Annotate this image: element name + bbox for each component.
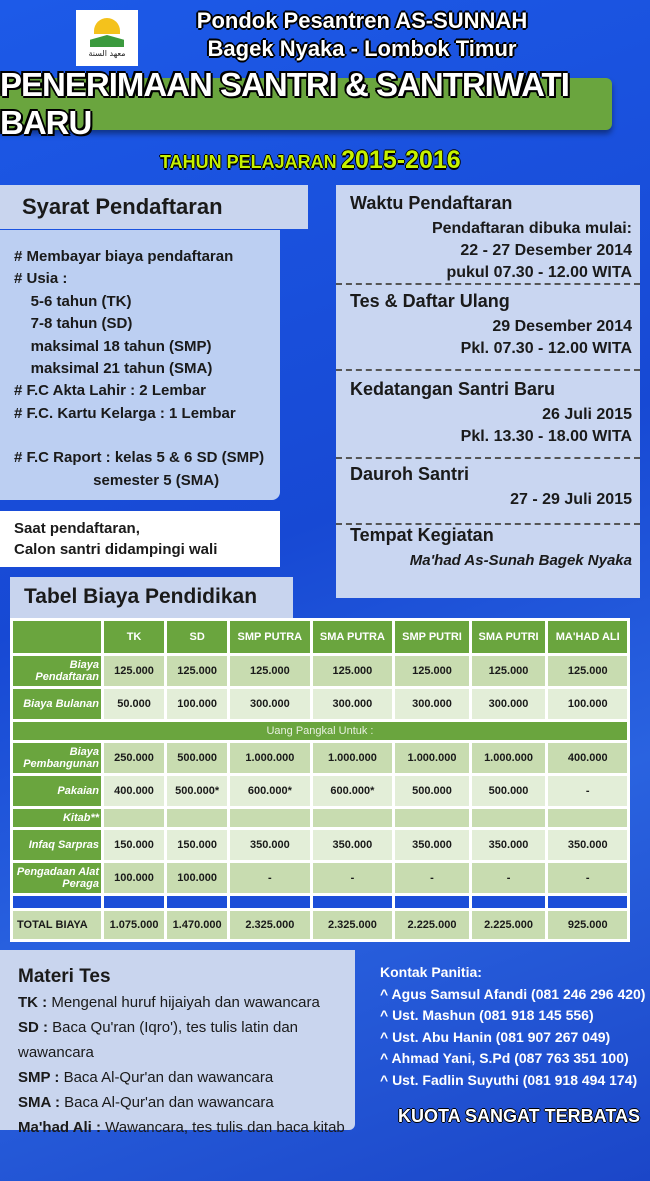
spacer-cell bbox=[313, 896, 393, 908]
table-row bbox=[13, 689, 627, 719]
syarat-heading: Syarat Pendaftaran bbox=[0, 185, 308, 229]
schedule-panel bbox=[336, 185, 640, 598]
spacer-cell bbox=[104, 896, 164, 908]
title-banner bbox=[0, 66, 612, 141]
schedule-line: pukul 07.30 - 12.00 WITA bbox=[446, 264, 632, 281]
school-name: Pondok Pesantren AS-SUNNAH bbox=[196, 8, 528, 33]
table-title: Tabel Biaya Pendidikan bbox=[10, 577, 293, 619]
schedule-section bbox=[336, 285, 640, 360]
schedule-line: Pkl. 07.30 - 12.00 WITA bbox=[460, 340, 632, 357]
schedule-line: Pkl. 13.30 - 18.00 WITA bbox=[460, 428, 632, 445]
requirements-list bbox=[0, 230, 280, 500]
cell-value bbox=[395, 809, 468, 827]
cell-value: - bbox=[313, 863, 393, 893]
table-row bbox=[13, 776, 627, 806]
materi-tes-box bbox=[0, 950, 355, 1136]
materi-desc: Baca Al-Qur'an dan wawancara bbox=[59, 1069, 274, 1086]
contact-title: Kontak Panitia: bbox=[380, 964, 482, 980]
materi-item bbox=[18, 990, 355, 1015]
cell-value: - bbox=[395, 863, 468, 893]
cell-value bbox=[230, 809, 309, 827]
subheader-row bbox=[13, 722, 627, 740]
total-value: 1.075.000 bbox=[104, 911, 164, 939]
materi-item bbox=[18, 1065, 355, 1090]
schedule-section bbox=[336, 525, 640, 572]
section-divider bbox=[336, 523, 640, 525]
cell-value: 1.000.000 bbox=[230, 743, 309, 773]
requirement-item: 7-8 tahun (SD) bbox=[14, 315, 133, 333]
school-location: Bagek Nyaka - Lombok Timur bbox=[207, 36, 517, 61]
requirement-item: maksimal 21 tahun (SMA) bbox=[14, 360, 213, 378]
cell-value: 400.000 bbox=[104, 776, 164, 806]
materi-level: TK : bbox=[18, 994, 48, 1011]
total-value: 2.225.000 bbox=[472, 911, 546, 939]
requirement-item: 5-6 tahun (TK) bbox=[14, 292, 132, 310]
spacer-cell bbox=[472, 896, 546, 908]
section-divider bbox=[336, 457, 640, 459]
cell-value: 400.000 bbox=[548, 743, 627, 773]
spacer-cell bbox=[13, 896, 101, 908]
materi-title: Materi Tes bbox=[18, 966, 111, 987]
row-label: Biaya Pembangunan bbox=[13, 743, 101, 773]
logo bbox=[76, 10, 138, 66]
cell-value: - bbox=[548, 776, 627, 806]
schedule-line: 22 - 27 Desember 2014 bbox=[460, 242, 632, 259]
schedule-title: Tempat Kegiatan bbox=[350, 525, 494, 545]
materi-level: SMP : bbox=[18, 1069, 60, 1086]
table-row bbox=[13, 863, 627, 893]
cell-value: 100.000 bbox=[548, 689, 627, 719]
schedule-section bbox=[336, 459, 640, 511]
page-title: PENERIMAAN SANTRI & SANTRIWATI BARU bbox=[0, 66, 569, 141]
note-line: Saat pendaftaran, bbox=[14, 520, 140, 537]
contact-item: ^ Ust. Abu Hanin (081 907 267 049) bbox=[380, 1028, 611, 1045]
subheader: Uang Pangkal Untuk : bbox=[13, 722, 627, 740]
cell-value: 500.000 bbox=[395, 776, 468, 806]
schedule-section bbox=[336, 371, 640, 448]
cell-value bbox=[167, 809, 227, 827]
cell-value: 600.000* bbox=[230, 776, 309, 806]
cell-value: 125.000 bbox=[472, 656, 546, 686]
cell-value bbox=[313, 809, 393, 827]
requirement-item: semester 5 (SMA) bbox=[14, 471, 220, 489]
column-header: SMA PUTRI bbox=[472, 621, 546, 653]
row-label: Kitab** bbox=[13, 809, 101, 827]
materi-level: Ma'had Ali : bbox=[18, 1119, 102, 1136]
row-label: Infaq Sarpras bbox=[13, 830, 101, 860]
cell-value: 1.000.000 bbox=[472, 743, 546, 773]
contact-item: ^ Ahmad Yani, S.Pd (087 763 351 100) bbox=[380, 1050, 629, 1067]
cell-value: 50.000 bbox=[104, 689, 164, 719]
sun-icon bbox=[94, 18, 120, 34]
note-line: Calon santri didampingi wali bbox=[14, 541, 218, 558]
materi-item bbox=[18, 1115, 355, 1140]
cell-value: 100.000 bbox=[104, 863, 164, 893]
cell-value: 125.000 bbox=[167, 656, 227, 686]
total-value: 925.000 bbox=[548, 911, 627, 939]
materi-desc: Wawancara, tes tulis dan baca kitab bbox=[101, 1119, 345, 1136]
cell-value: 350.000 bbox=[472, 830, 546, 860]
contact-list bbox=[380, 962, 645, 1092]
cell-value: - bbox=[548, 863, 627, 893]
cell-value: - bbox=[230, 863, 309, 893]
schedule-line: 29 Desember 2014 bbox=[492, 318, 632, 335]
cell-value: 350.000 bbox=[548, 830, 627, 860]
cell-value: 125.000 bbox=[313, 656, 393, 686]
fee-table bbox=[10, 618, 630, 942]
cell-value: 300.000 bbox=[230, 689, 309, 719]
spacer-cell bbox=[548, 896, 627, 908]
cell-value bbox=[472, 809, 546, 827]
schedule-line: 27 - 29 Juli 2015 bbox=[510, 491, 632, 508]
cell-value: - bbox=[472, 863, 546, 893]
column-header: SMA PUTRA bbox=[313, 621, 393, 653]
schedule-line: Ma'had As-Sunah Bagek Nyaka bbox=[409, 552, 632, 569]
schedule-section bbox=[336, 185, 640, 284]
cell-value: 250.000 bbox=[104, 743, 164, 773]
requirement-item bbox=[14, 425, 280, 447]
materi-item bbox=[18, 1090, 355, 1115]
materi-level: SMA : bbox=[18, 1094, 60, 1111]
header-blank bbox=[13, 621, 101, 653]
registration-note bbox=[0, 511, 280, 567]
cell-value bbox=[104, 809, 164, 827]
cell-value: 150.000 bbox=[167, 830, 227, 860]
cell-value: 350.000 bbox=[313, 830, 393, 860]
row-label: Pengadaan Alat Peraga bbox=[13, 863, 101, 893]
contact-item: ^ Agus Samsul Afandi (081 246 296 420) bbox=[380, 985, 646, 1002]
cell-value: 125.000 bbox=[548, 656, 627, 686]
requirement-item: # Membayar biaya pendaftaran bbox=[14, 248, 234, 265]
table-row bbox=[13, 809, 627, 827]
column-header: SMP PUTRA bbox=[230, 621, 309, 653]
cell-value: 500.000 bbox=[167, 743, 227, 773]
schedule-line: 26 Juli 2015 bbox=[542, 406, 632, 423]
cell-value: 300.000 bbox=[472, 689, 546, 719]
cell-value bbox=[548, 809, 627, 827]
total-value: 1.470.000 bbox=[167, 911, 227, 939]
cell-value: 150.000 bbox=[104, 830, 164, 860]
spacer-cell bbox=[230, 896, 309, 908]
row-label: Biaya Pendaftaran bbox=[13, 656, 101, 686]
column-header: TK bbox=[104, 621, 164, 653]
materi-item bbox=[18, 1015, 355, 1065]
row-label: Pakaian bbox=[13, 776, 101, 806]
column-header: SMP PUTRI bbox=[395, 621, 468, 653]
row-label: Biaya Bulanan bbox=[13, 689, 101, 719]
requirement-item: # F.C Raport : kelas 5 & 6 SD (SMP) bbox=[14, 449, 265, 467]
requirement-item: # F.C Akta Lahir : 2 Lembar bbox=[14, 382, 206, 400]
contact-item: ^ Ust. Mashun (081 918 145 556) bbox=[380, 1007, 594, 1024]
cell-value: 1.000.000 bbox=[395, 743, 468, 773]
schedule-title: Waktu Pendaftaran bbox=[350, 193, 513, 213]
cell-value: 125.000 bbox=[104, 656, 164, 686]
total-value: 2.225.000 bbox=[395, 911, 468, 939]
contact-item: ^ Ust. Fadlin Suyuthi (081 918 494 174) bbox=[380, 1071, 638, 1088]
requirement-item: # F.C. Kartu Kelarga : 1 Lembar bbox=[14, 404, 236, 422]
cell-value: 300.000 bbox=[395, 689, 468, 719]
spacer-cell bbox=[395, 896, 468, 908]
book-icon bbox=[90, 35, 124, 47]
column-header: MA'HAD ALI bbox=[548, 621, 627, 653]
year-value: 2015-2016 bbox=[341, 146, 461, 174]
cell-value: 350.000 bbox=[230, 830, 309, 860]
cell-value: 125.000 bbox=[395, 656, 468, 686]
spacer-row bbox=[13, 896, 627, 908]
cell-value: 600.000* bbox=[313, 776, 393, 806]
total-label: TOTAL BIAYA bbox=[13, 911, 101, 939]
table-row bbox=[13, 830, 627, 860]
total-row bbox=[13, 911, 627, 939]
schedule-title: Tes & Daftar Ulang bbox=[350, 291, 510, 311]
quota-notice: KUOTA SANGAT TERBATAS bbox=[398, 1106, 640, 1126]
total-value: 2.325.000 bbox=[313, 911, 393, 939]
schedule-title: Kedatangan Santri Baru bbox=[350, 379, 556, 399]
spacer-cell bbox=[167, 896, 227, 908]
cell-value: 100.000 bbox=[167, 689, 227, 719]
logo-text: معهد السنة bbox=[88, 49, 126, 58]
cell-value: 125.000 bbox=[230, 656, 309, 686]
cell-value: 500.000 bbox=[472, 776, 546, 806]
cell-value: 500.000* bbox=[167, 776, 227, 806]
section-divider bbox=[336, 283, 640, 285]
cell-value: 100.000 bbox=[167, 863, 227, 893]
column-header: SD bbox=[167, 621, 227, 653]
cell-value: 350.000 bbox=[395, 830, 468, 860]
table-row bbox=[13, 656, 627, 686]
table-header-row bbox=[13, 621, 627, 653]
schedule-title: Dauroh Santri bbox=[350, 464, 470, 484]
cell-value: 300.000 bbox=[313, 689, 393, 719]
cell-value: 1.000.000 bbox=[313, 743, 393, 773]
academic-year bbox=[160, 146, 461, 175]
materi-level: SD : bbox=[18, 1019, 48, 1036]
materi-desc: Baca Al-Qur'an dan wawancara bbox=[59, 1094, 274, 1111]
total-value: 2.325.000 bbox=[230, 911, 309, 939]
schedule-line: Pendaftaran dibuka mulai: bbox=[431, 220, 632, 237]
year-label: TAHUN PELAJARAN bbox=[160, 152, 337, 172]
materi-desc: Mengenal huruf hijaiyah dan wawancara bbox=[47, 994, 320, 1011]
materi-desc: Baca Qu'ran (Iqro'), tes tulis latin dan wawancara bbox=[18, 1019, 299, 1061]
table-row bbox=[13, 743, 627, 773]
section-divider bbox=[336, 369, 640, 371]
requirement-item: maksimal 18 tahun (SMP) bbox=[14, 337, 212, 355]
requirement-item: # Usia : bbox=[14, 270, 68, 288]
